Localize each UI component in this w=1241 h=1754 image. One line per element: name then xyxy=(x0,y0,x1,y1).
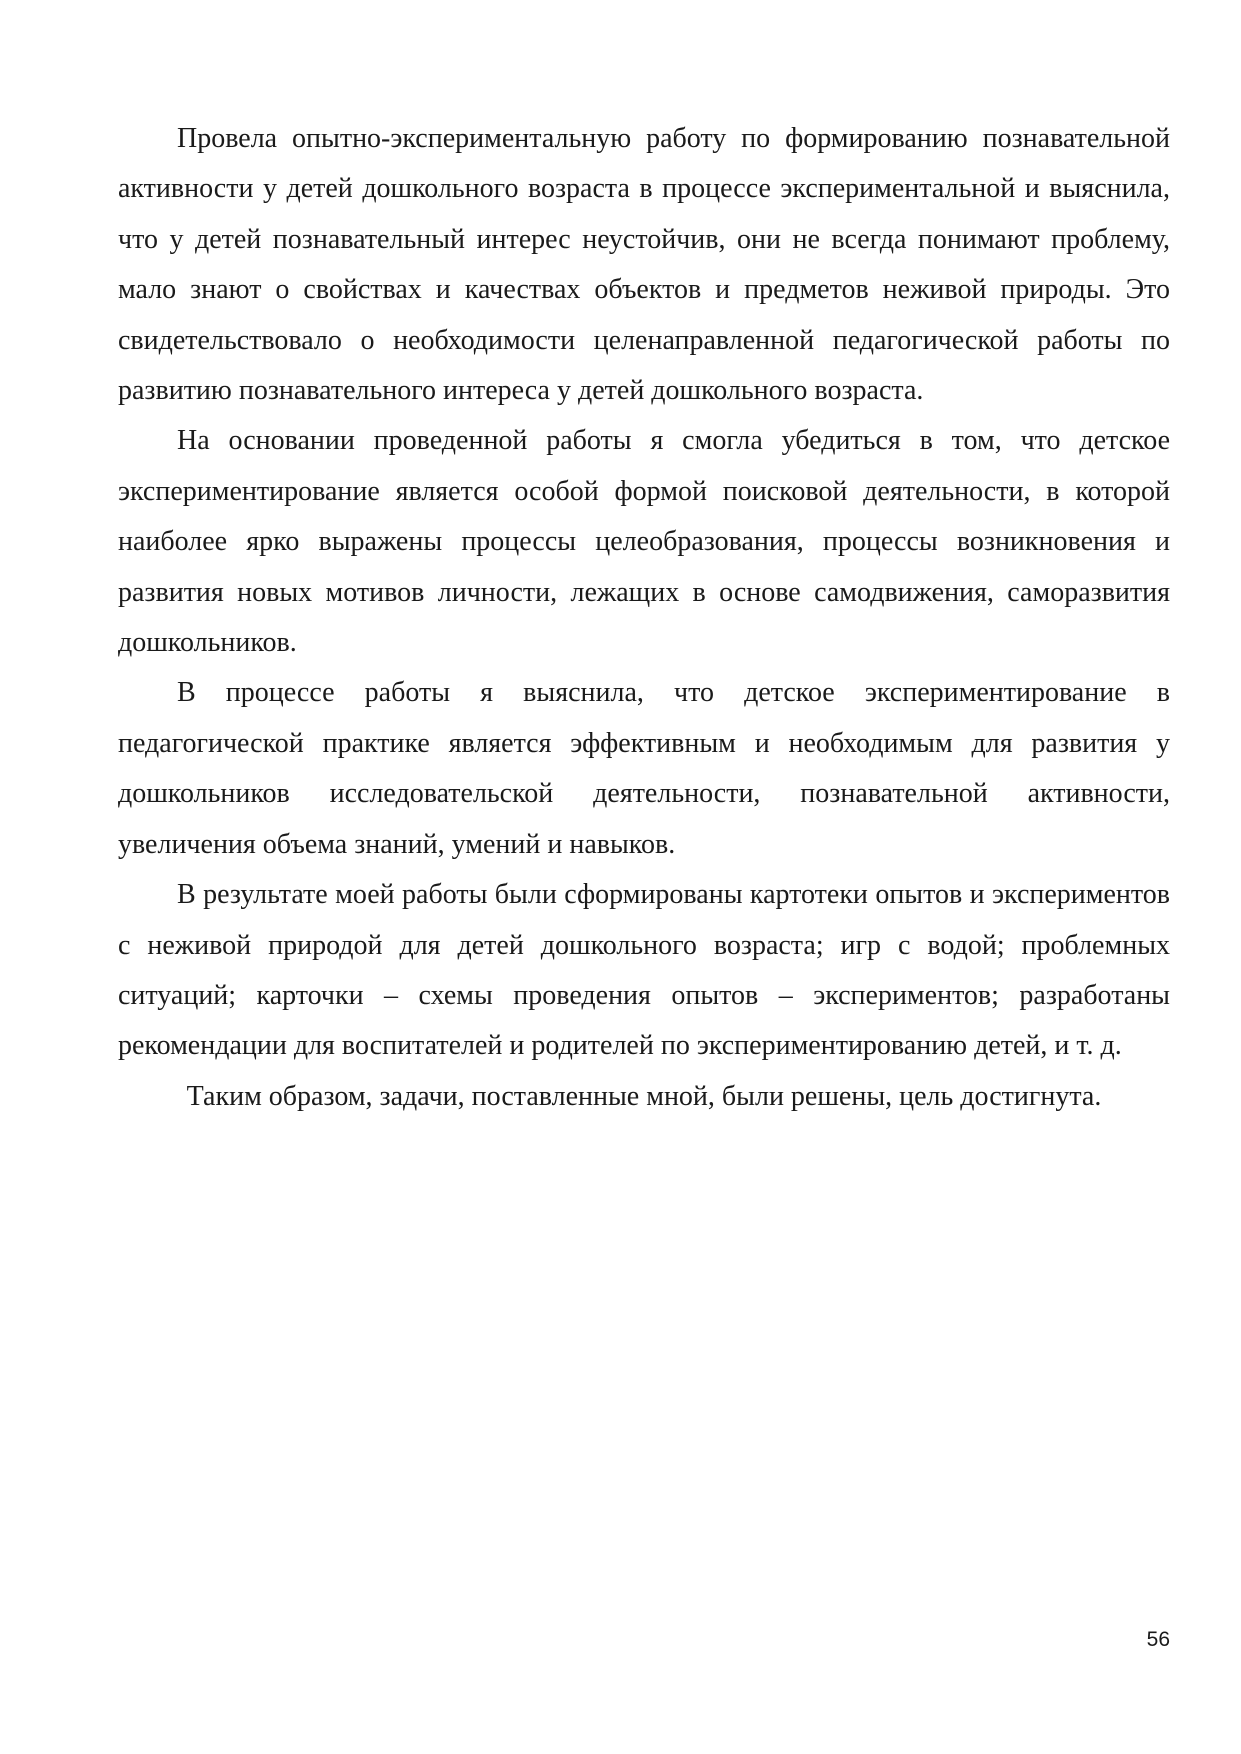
page-number: 56 xyxy=(1146,1628,1170,1651)
conclusion-sentence: Таким образом, задачи, поставленные мной, были решены, цель достигнута. xyxy=(186,1080,1102,1112)
paragraph: На основании проведенной работы я смогла убедиться в том, что детское экспериментирование является особой формой поисковой деятельности, в которой наиболее ярко выражены процессы целеобразования, процессы возникновения и развития новых мотивов личности, лежащих в основе самодвижения, саморазвития дошкольников. xyxy=(118,425,1170,659)
paragraph: В результате моей работы были сформированы картотеки опытов и экспериментов с неживой природой для детей дошкольного возраста; игр с водой; проблемных ситуаций; карточки – схемы проведения опытов – экспериментов; разработаны рекомендации для воспитателей и родителей по экспериментированию детей, и т. д. xyxy=(118,879,1170,1062)
paragraph: В процессе работы я выяснила, что детское экспериментирование в педагогической практике является эффективным и необходимым для развития у дошкольников исследовательской деятельности, познавательной активности, увеличения объема знаний, умений и навыков. xyxy=(118,677,1170,860)
paragraph: Провела опытно-экспериментальную работу по формированию познавательной активности у детей дошкольного возраста в процессе экспериментальной и выяснила, что у детей познавательный интерес неустойчив, они не всегда понимают проблему, мало знают о свойствах и качествах объектов и предметов неживой природы. Это свидетельствовало о необходимости целенаправленной педагогической работы по развитию познавательного интереса у детей дошкольного возраста. xyxy=(118,123,1170,407)
body-text xyxy=(118,114,1170,1122)
